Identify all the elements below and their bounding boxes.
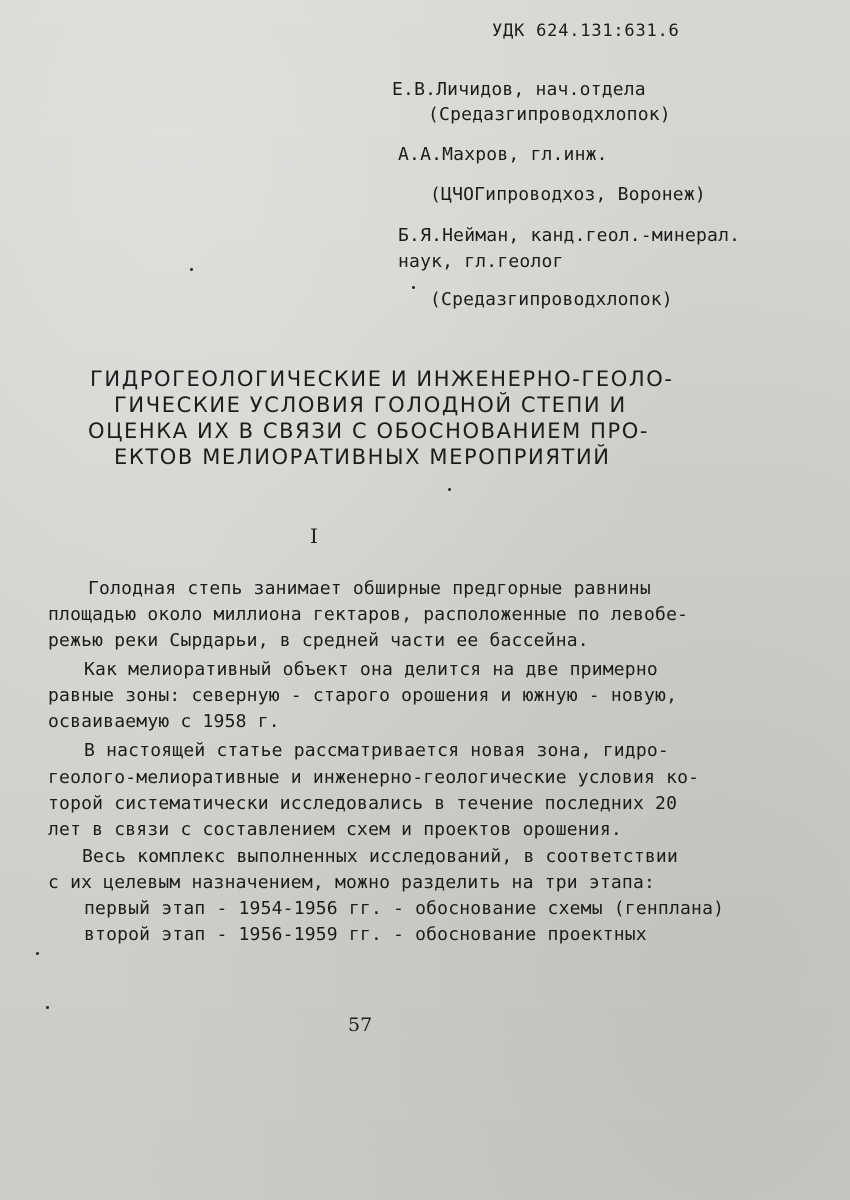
article-title-line-2: ГИЧЕСКИЕ УСЛОВИЯ ГОЛОДНОЙ СТЕПИ И xyxy=(114,393,627,417)
body-line: площадью около миллиона гектаров, расположенные по левобе- xyxy=(48,604,689,625)
article-title-line-1: ГИДРОГЕОЛОГИЧЕСКИЕ И ИНЖЕНЕРНО-ГЕОЛО- xyxy=(90,367,674,391)
ink-speck xyxy=(36,952,39,955)
body-line: Весь комплекс выполненных исследований, в соответствии xyxy=(82,846,678,867)
body-line: лет в связи с составлением схем и проектов орошения. xyxy=(48,819,622,840)
ink-speck xyxy=(46,1006,49,1009)
body-line: равные зоны: северную - старого орошения и южную - новую, xyxy=(48,685,678,706)
author-3-degree: наук, гл.геолог xyxy=(398,251,564,272)
body-line: Как мелиоративный объект она делится на две примерно xyxy=(84,659,658,680)
body-line: геолого-мелиоративные и инженерно-геологические условия ко- xyxy=(48,767,700,788)
body-line: первый этап - 1954-1956 гг. - обоснование схемы (генплана) xyxy=(84,898,725,919)
ink-speck xyxy=(412,286,415,289)
body-line: осваиваемую с 1958 г. xyxy=(48,711,280,732)
author-1-name: Е.В.Личидов, нач.отдела xyxy=(392,79,646,100)
ink-speck xyxy=(190,268,193,271)
body-line: второй этап - 1956-1959 гг. - обоснование проектных xyxy=(84,924,647,945)
body-line: с их целевым назначением, можно разделить на три этапа: xyxy=(48,872,656,893)
body-line: торой систематически исследовались в течение последних 20 xyxy=(48,793,678,814)
body-line: В настоящей статье рассматривается новая зона, гидро- xyxy=(84,740,669,761)
author-2-name: А.А.Махров, гл.инж. xyxy=(398,144,608,165)
article-title-line-3: ОЦЕНКА ИХ В СВЯЗИ С ОБОСНОВАНИЕМ ПРО- xyxy=(88,419,650,443)
body-line: режью реки Сырдарьи, в средней части ее бассейна. xyxy=(48,630,589,651)
page-number: 57 xyxy=(348,1014,373,1036)
author-2-affiliation: (ЦЧОГипроводхоз, Воронеж) xyxy=(430,184,706,205)
section-number: I xyxy=(310,524,318,548)
author-3-affiliation: (Средазгипроводхлопок) xyxy=(430,289,673,310)
udc-code: УДК 624.131:631.6 xyxy=(492,21,680,41)
article-title-line-4: ЕКТОВ МЕЛИОРАТИВНЫХ МЕРОПРИЯТИЙ xyxy=(114,445,611,469)
author-1-affiliation: (Средазгипроводхлопок) xyxy=(428,104,671,125)
body-line: Голодная степь занимает обширные предгорные равнины xyxy=(88,578,651,599)
author-3-name: Б.Я.Нейман, канд.геол.-минерал. xyxy=(398,225,741,246)
ink-speck xyxy=(448,488,451,491)
